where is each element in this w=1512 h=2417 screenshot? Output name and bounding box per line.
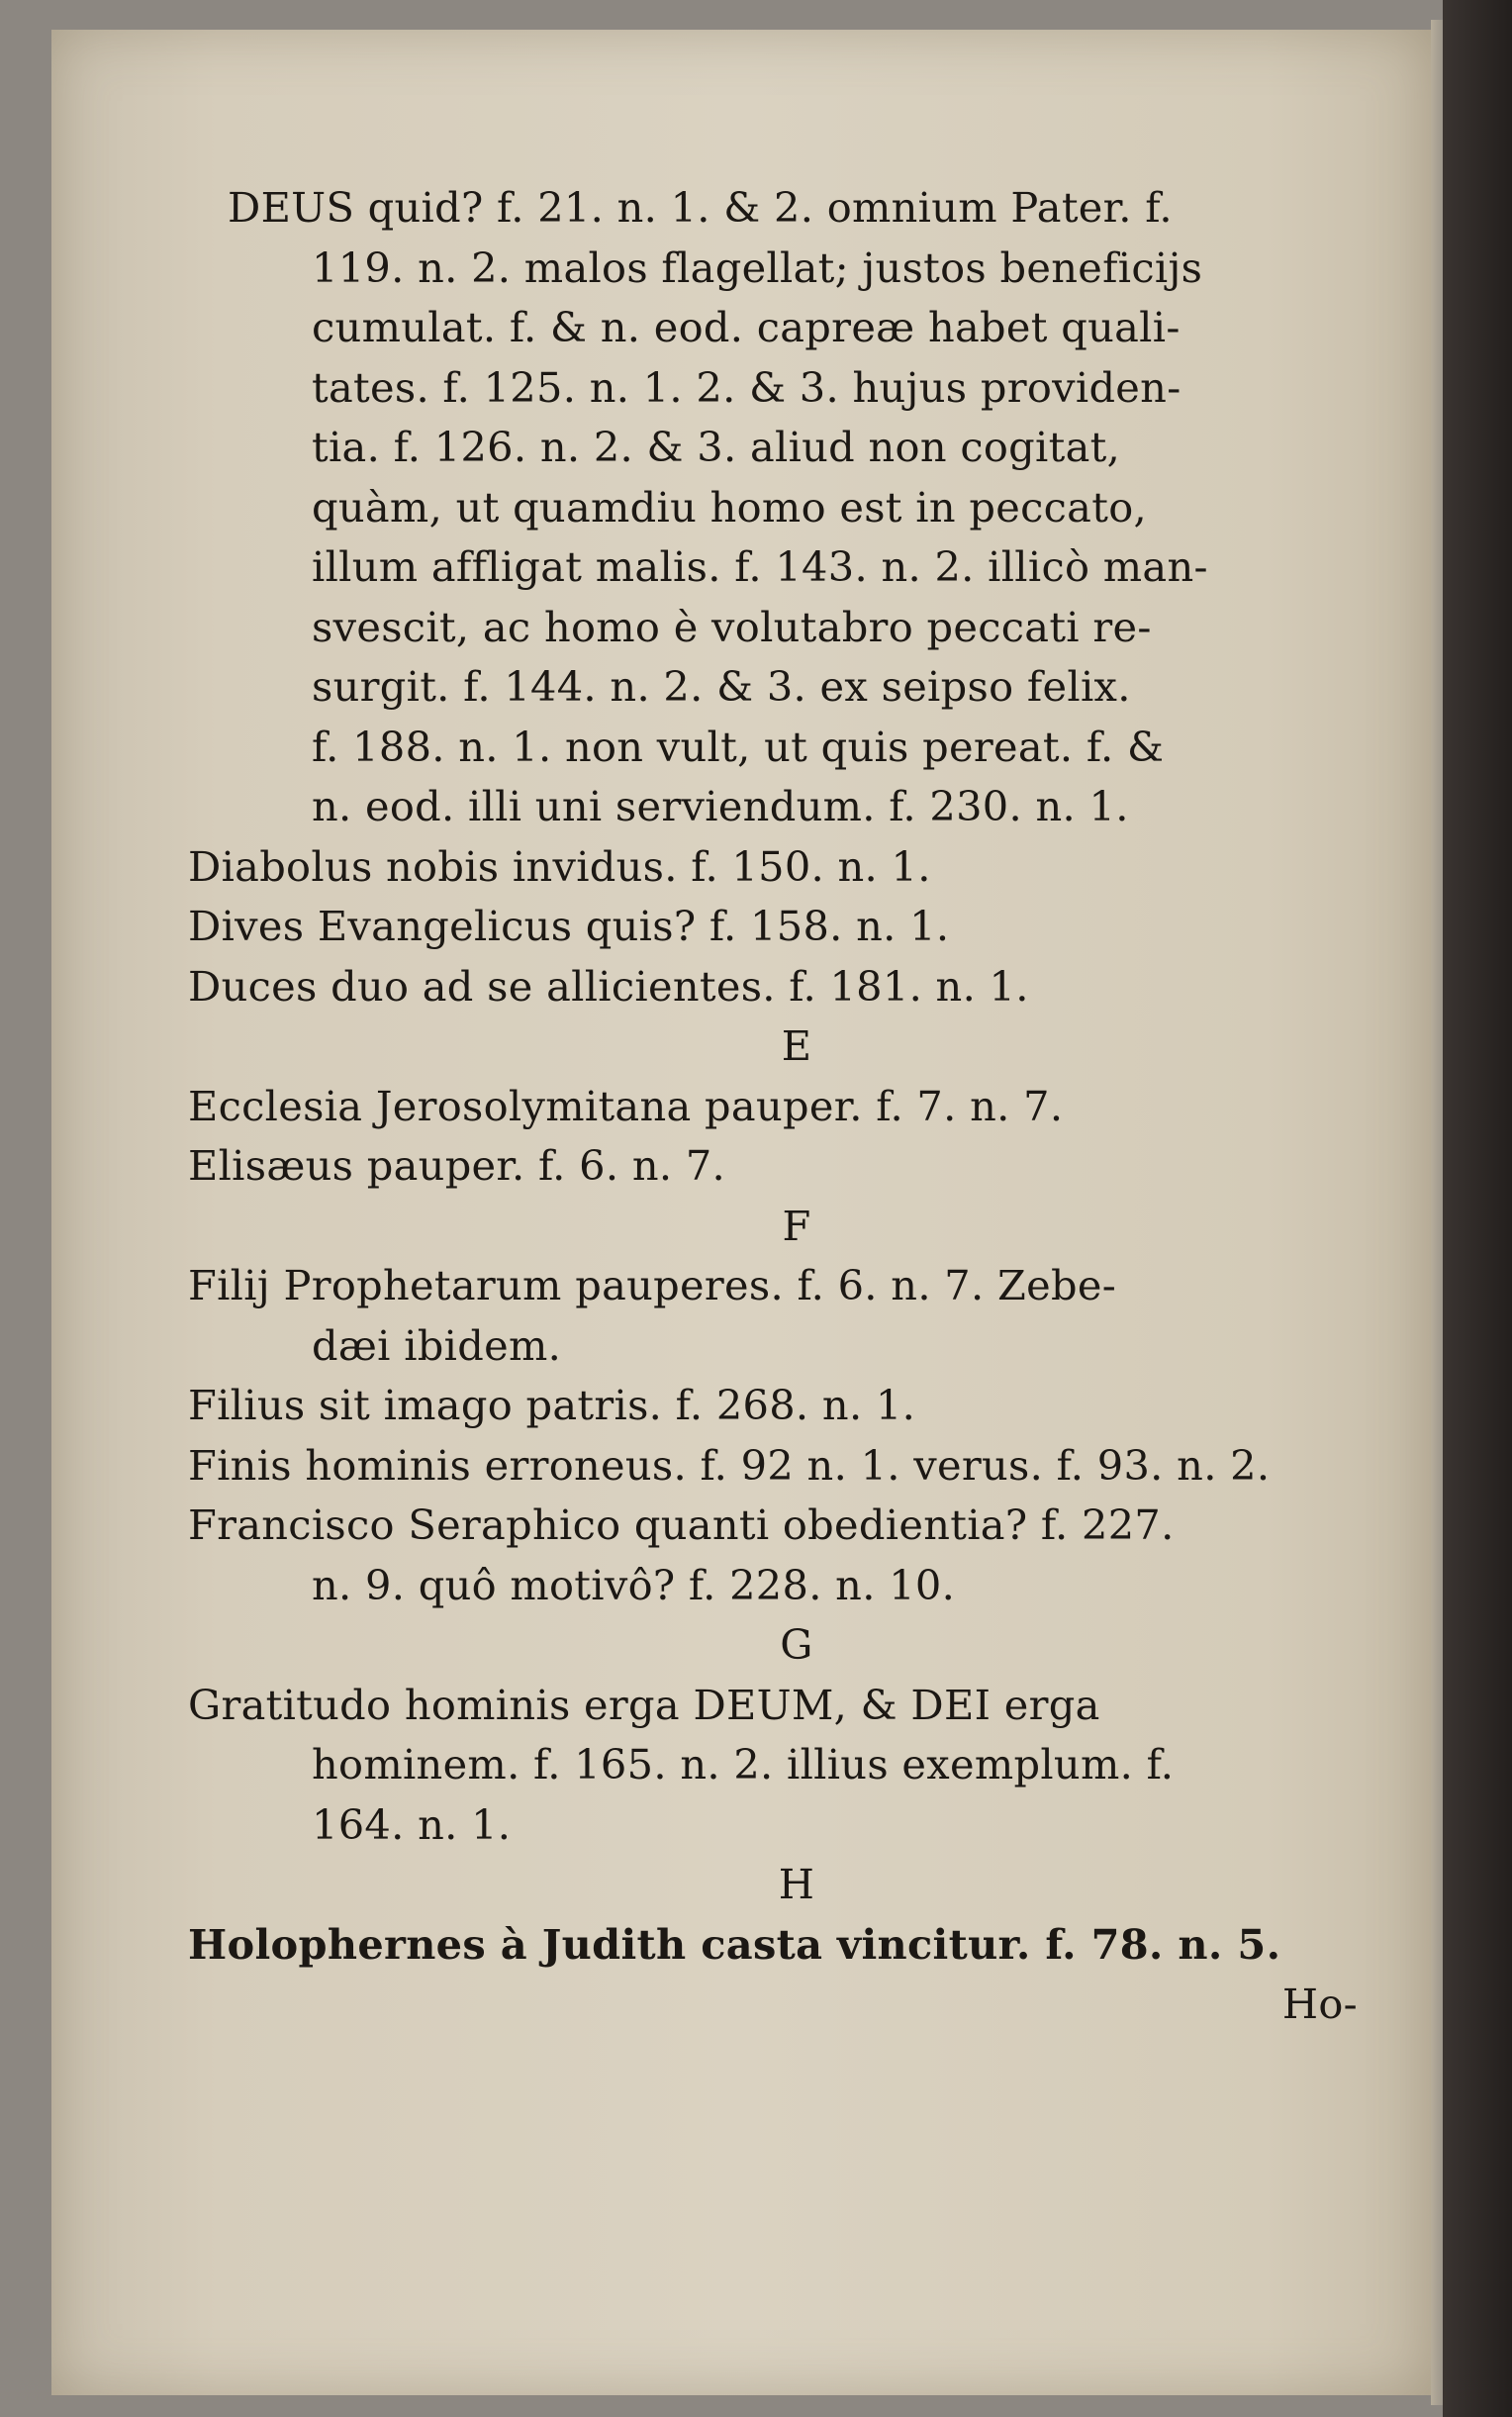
page-edge xyxy=(1431,20,1443,2405)
index-entry-ecclesia: Ecclesia Jerosolymitana pauper. f. 7. n. 7. xyxy=(188,1081,1064,1130)
index-entry-deus-line-6: quàm, ut quamdiu homo est in peccato, xyxy=(312,482,1147,532)
index-entry-deus-line-1: DEUS quid? f. 21. n. 1. & 2. omnium Pater. f. xyxy=(228,183,1173,232)
index-entry-filius: Filius sit imago patris. f. 268. n. 1. xyxy=(188,1381,916,1429)
index-entry-holophernes: Holophernes à Judith casta vincitur. f. 78. n. 5. xyxy=(188,1919,1281,1969)
index-entry-deus-line-9: surgit. f. 144. n. 2. & 3. ex seipso felix. xyxy=(312,662,1131,711)
index-entry-deus-line-7: illum affligat malis. f. 143. n. 2. illicò man- xyxy=(312,542,1208,591)
index-entry-deus-line-10: f. 188. n. 1. non vult, ut quis pereat. f. & xyxy=(312,722,1165,771)
index-entry-finis: Finis hominis erroneus. f. 92 n. 1. verus. f. 93. n. 2. xyxy=(188,1440,1271,1490)
index-entry-dives: Dives Evangelicus quis? f. 158. n. 1. xyxy=(188,902,950,950)
index-entry-francisco-line-2: n. 9. quô motivô? f. 228. n. 10. xyxy=(312,1560,956,1609)
index-entry-filij-line-2: dæi ibidem. xyxy=(312,1320,562,1370)
index-entry-deus-line-8: svescit, ac homo è volutabro peccati re- xyxy=(312,602,1152,651)
section-heading-h: H xyxy=(778,1860,815,1908)
index-entry-elisaeus: Elisæus pauper. f. 6. n. 7. xyxy=(188,1141,726,1190)
index-entry-deus-line-3: cumulat. f. & n. eod. capreæ habet quali- xyxy=(312,303,1181,351)
index-entry-duces: Duces duo ad se allicientes. f. 181. n. 1. xyxy=(188,961,1029,1011)
section-heading-e: E xyxy=(781,1021,812,1070)
index-entry-gratitudo-line-3: 164. n. 1. xyxy=(312,1799,512,1849)
index-entry-deus-line-4: tates. f. 125. n. 1. 2. & 3. hujus providen- xyxy=(312,362,1181,412)
index-entry-filij-line-1: Filij Prophetarum pauperes. f. 6. n. 7. Zebe- xyxy=(188,1261,1117,1309)
index-text-block xyxy=(188,178,1405,2035)
index-entry-francisco-line-1: Francisco Seraphico quanti obedientia? f. 227. xyxy=(188,1500,1175,1549)
index-entry-deus-line-5: tia. f. 126. n. 2. & 3. aliud non cogitat, xyxy=(312,423,1121,471)
index-entry-diabolus: Diabolus nobis invidus. f. 150. n. 1. xyxy=(188,841,931,891)
book-binding xyxy=(1443,0,1512,2417)
index-entry-deus-line-11: n. eod. illi uni serviendum. f. 230. n. 1. xyxy=(312,782,1129,830)
section-heading-f: F xyxy=(782,1201,811,1250)
section-heading-g: G xyxy=(780,1620,813,1669)
catchword: Ho- xyxy=(1281,1980,1358,2028)
index-entry-gratitudo-line-2: hominem. f. 165. n. 2. illius exemplum. f. xyxy=(312,1740,1175,1789)
index-entry-deus-line-2: 119. n. 2. malos flagellat; justos beneficijs xyxy=(312,242,1203,292)
index-entry-gratitudo-line-1: Gratitudo hominis erga DEUM, & DEI erga xyxy=(188,1680,1100,1729)
